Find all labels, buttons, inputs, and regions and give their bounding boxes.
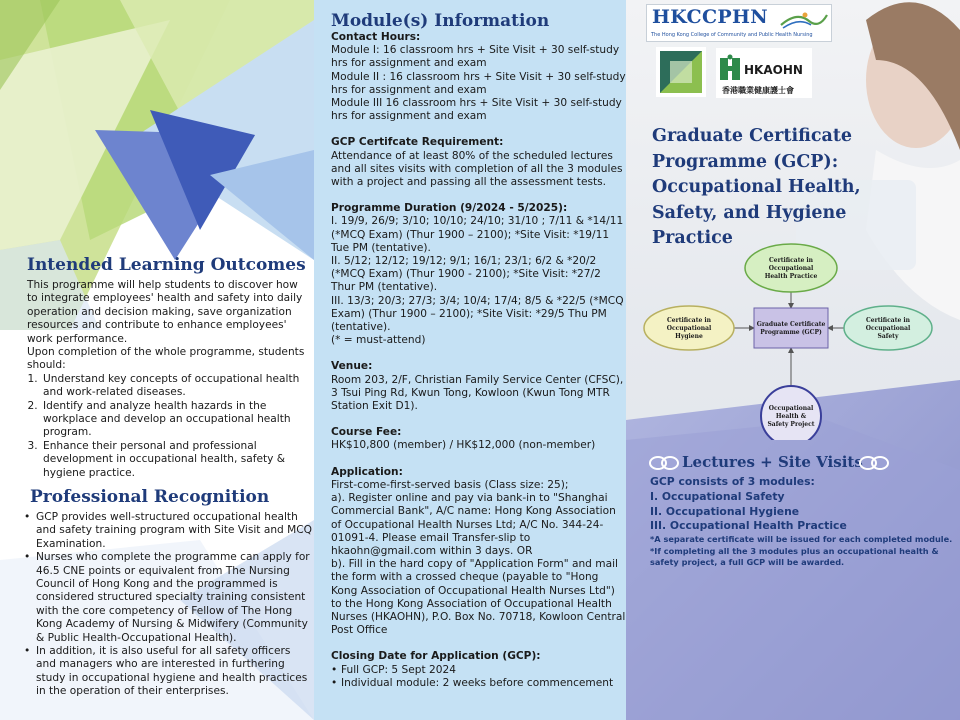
- node-right-line: Occupational: [865, 325, 911, 332]
- pr-body: [22, 511, 312, 699]
- list-item: • Full GCP: 5 Sept 2024: [331, 664, 626, 677]
- node-bottom-line: Health &: [775, 413, 807, 420]
- modules-body: [331, 31, 626, 690]
- node-right-line: Safety: [877, 333, 899, 340]
- duration-line: II. 5/12; 12/12; 19/12; 9/1; 16/1; 23/1; 6/2 & *20/2 (*MCQ Exam) (Thur 1900 - 2100); *Site Visit: *27/2 Thur PM (tentative).: [331, 255, 601, 294]
- venue-heading: Venue:: [331, 360, 373, 373]
- hkaohn-logo-text: HKAOHN: [744, 63, 803, 77]
- hkccphn-logo-text: HKCCPHN: [652, 6, 768, 28]
- list-item: 3. Enhance their personal and professional development in occupational health, safety & hygiene practice.: [41, 440, 311, 480]
- ilo-intro: This programme will help students to discover how to integrate employees' health and safety into daily operation and decision making, save organization resources and contribute to enhance employees' work performance.: [27, 279, 303, 345]
- fee-text: HK$10,800 (member) / HK$12,000 (non-member): [331, 439, 596, 452]
- node-left-line: Certificate in: [666, 317, 712, 324]
- pr-title: Professional Recognition: [30, 487, 270, 507]
- contact-line: Module II : 16 classroom hrs + Site Visit + 30 self-study hrs for assignment and exam: [331, 70, 626, 96]
- list-item: 2. Identify and analyze health hazards in the workplace and develop an occupational health program.: [41, 400, 311, 440]
- college-emblem-icon: [656, 47, 706, 97]
- middle-panel: [314, 0, 626, 720]
- requirement-heading: GCP Certifcate Requirement:: [331, 136, 504, 149]
- module-item: II. Occupational Hygiene: [650, 504, 800, 518]
- module-item: III. Occupational Health Practice: [650, 519, 847, 533]
- modules-intro: GCP consists of 3 modules:: [650, 475, 815, 488]
- node-top-line: Health Practice: [764, 273, 818, 280]
- programme-title: Graduate Certificate Programme (GCP): Occupational Health, Safety, and Hygiene Practice: [652, 126, 861, 248]
- hkaohn-emblem-icon: [718, 54, 744, 84]
- gcp-modules: [650, 475, 955, 568]
- hkccphn-logo-subtitle: The Hong Kong College of Community and Public Health Nursing: [651, 32, 813, 38]
- requirement-text: Attendance of at least 80% of the scheduled lectures and all sites visits with completion of all the 3 modules with a project and passing all the assessment tests.: [331, 149, 623, 189]
- node-top-line: Occupational: [768, 265, 814, 272]
- list-item: • Individual module: 2 weeks before commencement: [331, 677, 626, 690]
- application-line: a). Register online and pay via bank-in to "Shanghai Commercial Bank", A/C name: Hong Kong Association of Occupational Health Nurses Ltd; A/C No. 344-24-01091-4. Please email Transfer-slip to hkaohn@gmail.com within 3 days. OR: [331, 492, 616, 557]
- hkaohn-logo-chinese: 香港職業健康護士會: [722, 86, 794, 95]
- node-top: [745, 244, 837, 292]
- list-item: 1. Understand key concepts of occupational health and work-related diseases.: [41, 373, 311, 400]
- closing-heading: Closing Date for Application (GCP):: [331, 650, 541, 663]
- node-center-line: Graduate Certificate: [756, 321, 826, 328]
- node-top-line: Certificate in: [768, 257, 814, 264]
- node-bottom-line: Occupational: [768, 405, 814, 412]
- swirl-emblem-icon: [779, 9, 829, 31]
- node-right-line: Certificate in: [865, 317, 911, 324]
- node-center-line: Programme (GCP): [760, 329, 822, 336]
- list-item: • In addition, it is also useful for all safety officers and managers who are interested in furthering study in occupational hygiene and health practices in the operation of their enterprises.: [22, 645, 312, 699]
- ilo-title: Intended Learning Outcomes: [27, 255, 306, 275]
- left-panel: [0, 0, 314, 720]
- application-line: b). Fill in the hard copy of "Application Form" and mail the form with a crossed cheque (payable to "Hong Kong Association of Occupational Health Nurses Ltd") to the Hong Kong Association of Occupational Health Nurses (HKAOHN), P.O. Box No. 70718, Kowloon Central Post Office: [331, 558, 626, 637]
- module-note: *If completing all the 3 modules plus an occupational health & safety project, a full GCP will be awarded.: [650, 545, 939, 567]
- ilo-body: [27, 279, 311, 480]
- ilo-upon: Upon completion of the whole programme, students should:: [27, 346, 305, 372]
- lectures-label: Lectures + Site Visits: [682, 453, 863, 471]
- right-panel: [626, 0, 960, 720]
- contact-heading: Contact Hours:: [331, 31, 421, 43]
- hkaohn-logo: [716, 48, 812, 98]
- hkccphn-logo: [646, 4, 832, 42]
- pr-list: [22, 511, 312, 699]
- list-item: • Nurses who complete the programme can apply for 46.5 CNE points or equivalent from The Nursing Council of Hong Kong and the programmed is considered structured specialty training consistent with the core competency of Fellow of The Hong Kong Academy of Nursing & Midwifery (Community & Public Health-Occupational Health).: [22, 551, 312, 645]
- module-note: *A separate certificate will be issued for each completed module.: [650, 534, 953, 545]
- contact-line: Module I: 16 classroom hrs + Site Visit + 30 self-study hrs for assignment and exam: [331, 44, 620, 70]
- contact-line: Module III 16 classroom hrs + Site Visit + 30 self-study hrs for assignment and exam: [331, 97, 622, 123]
- certificate-diagram: [626, 240, 960, 440]
- chain-link-icon: [858, 454, 890, 472]
- fee-heading: Course Fee:: [331, 426, 402, 439]
- application-line: First-come-first-served basis (Class size: 25);: [331, 478, 569, 491]
- module-item: I. Occupational Safety: [650, 489, 785, 503]
- application-heading: Application:: [331, 465, 403, 478]
- node-right: [844, 306, 932, 350]
- node-center: [754, 308, 828, 348]
- closing-list: [331, 664, 626, 690]
- chain-link-icon: [648, 454, 680, 472]
- duration-line: (* = must-attend): [331, 334, 426, 347]
- venue-text: Room 203, 2/F, Christian Family Service Center (CFSC), 3 Tsui Ping Rd, Kwun Tong, Kowloon (Kwun Tong MTR Station Exit D1).: [331, 373, 624, 413]
- list-item: • GCP provides well-structured occupational health and safety training program with Site Visit and MCQ Examination.: [22, 511, 312, 551]
- node-bottom-line: Safety Project: [767, 421, 815, 428]
- duration-line: I. 19/9, 26/9; 3/10; 10/10; 24/10; 31/10 ; 7/11 & *14/11 (*MCQ Exam) (Thur 1900 – 2100); *Site Visit: *19/11 Tue PM (tentative).: [331, 215, 624, 254]
- ilo-list: [41, 373, 311, 480]
- modules-title: Module(s) Information: [331, 11, 550, 31]
- node-left-line: Occupational: [666, 325, 712, 332]
- node-left: [644, 306, 734, 350]
- duration-heading: Programme Duration (9/2024 - 5/2025):: [331, 202, 568, 215]
- lectures-banner: [648, 452, 888, 474]
- node-left-line: Hygiene: [675, 333, 703, 340]
- duration-line: III. 13/3; 20/3; 27/3; 3/4; 10/4; 17/4; 8/5 & *22/5 (*MCQ Exam) (Thur 1900 – 2100); *Site Visit: *29/5 Thu PM (tentative).: [331, 294, 624, 334]
- node-bottom: [761, 386, 821, 440]
